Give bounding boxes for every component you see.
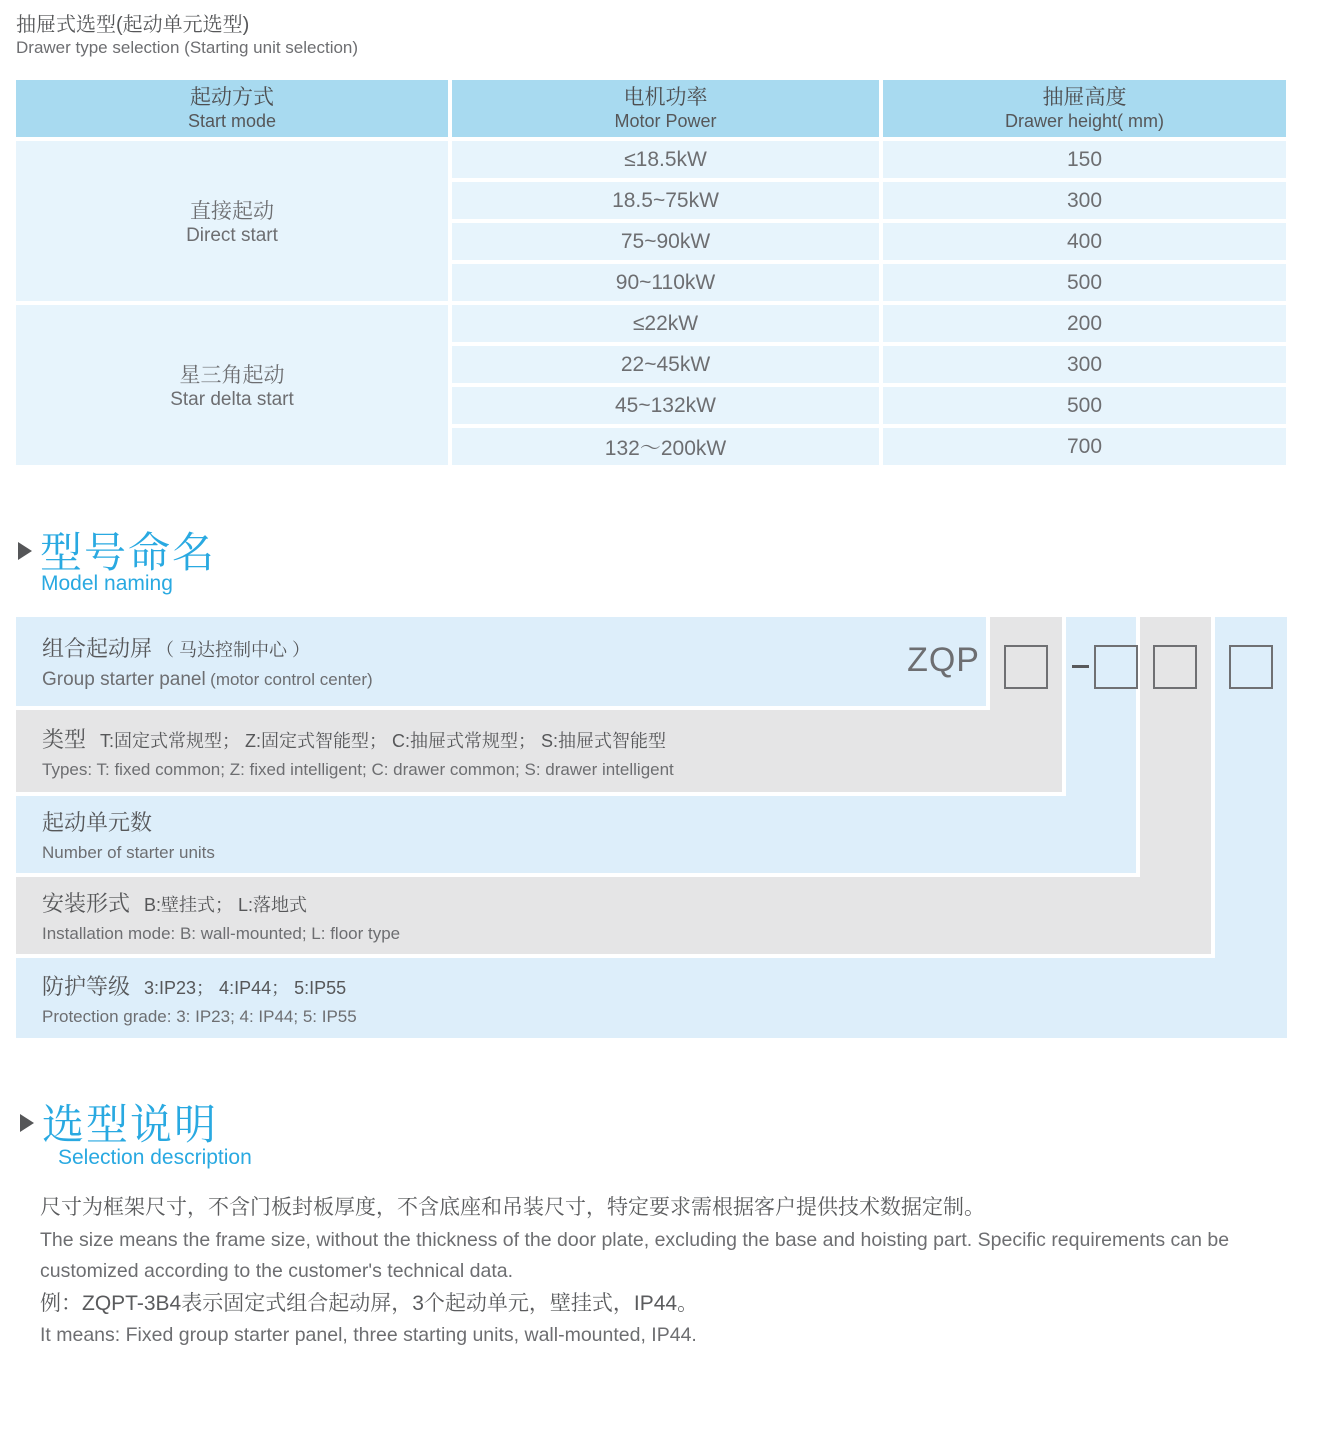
col-header-motor-power: [452, 80, 879, 137]
desc-line2-en: The size means the frame size, without the thickness of the door plate, excluding the base and hoisting part. Specific requirements can be customized according to the customer's technical data.: [40, 1228, 1230, 1283]
col-header-start-mode-en: Start mode: [187, 110, 277, 131]
col-header-drawer-height-zh: 抽屉高度: [1042, 85, 1127, 109]
naming-row4-zh-detail: B:壁挂式； L:落地式: [144, 895, 308, 915]
naming-row-group-starter-panel: [16, 617, 986, 706]
table-cell-height: 700: [883, 428, 1286, 465]
table-cell-height: 200: [883, 305, 1286, 342]
start-mode-direct-en: Direct start: [186, 225, 278, 246]
model-digit-box-units: [1094, 645, 1138, 689]
start-mode-star-delta-zh: 星三角起动: [179, 364, 285, 387]
model-code-dash: [1072, 665, 1089, 668]
model-digit-box-type: [1004, 645, 1048, 689]
col-header-motor-power-en: Motor Power: [614, 110, 717, 131]
model-naming-heading-en: Model naming: [41, 572, 173, 595]
naming-row3-en: Number of starter units: [42, 843, 215, 862]
naming-row1-zh-label: 组合起动屏: [42, 636, 153, 661]
naming-row2-zh-detail: T:固定式常规型； Z:固定式智能型； C:抽屉式常规型； S:抽屉式智能型: [100, 730, 667, 751]
page-title-zh: 抽屉式选型(起动单元选型): [16, 14, 250, 36]
drawer-selection-table: [16, 80, 1286, 465]
naming-row4-zh-label: 安装形式: [42, 891, 131, 916]
desc-line1-zh: 尺寸为框架尺寸，不含门板封板厚度，不含底座和吊装尺寸，特定要求需根据客户提供技术数据定制。: [40, 1196, 985, 1219]
start-mode-star-delta-en: Star delta start: [170, 389, 294, 410]
table-cell-height: 500: [883, 387, 1286, 424]
naming-row1-en-label: Group starter panel: [42, 669, 206, 690]
selection-description-heading-zh: 选型说明: [42, 1101, 219, 1148]
naming-row-protection-grade: [16, 958, 1287, 1038]
table-cell-power: 132～200kW: [452, 428, 879, 465]
start-mode-direct-zh: 直接起动: [190, 200, 274, 223]
naming-row-types: [16, 710, 1062, 792]
start-mode-group-direct: [16, 141, 448, 301]
table-cell-power: 90~110kW: [452, 264, 879, 301]
table-cell-power: 75~90kW: [452, 223, 879, 260]
table-cell-height: 300: [883, 346, 1286, 383]
naming-row-installation-mode: [16, 877, 1211, 954]
table-cell-power: ≤18.5kW: [452, 141, 879, 178]
table-cell-power: 22~45kW: [452, 346, 879, 383]
naming-row5-zh-label: 防护等级: [42, 973, 131, 999]
naming-row2-en: Types: T: fixed common; Z: fixed intelligent; C: drawer common; S: drawer intelligent: [42, 759, 674, 779]
naming-row5-en: Protection grade: 3: IP23; 4: IP44; 5: IP55: [42, 1006, 357, 1026]
col-header-start-mode-zh: 起动方式: [190, 85, 274, 109]
model-code-prefix: ZQP: [907, 641, 980, 679]
desc-line3-zh: 例：ZQPT-3B4表示固定式组合起动屏，3个起动单元，壁挂式，IP44。: [40, 1291, 699, 1315]
naming-row1-zh-detail: （ 马达控制中心 ）: [156, 640, 311, 660]
model-naming-diagram: [16, 617, 1287, 1038]
naming-row5-zh-detail: 3:IP23； 4:IP44； 5:IP55: [144, 977, 347, 998]
naming-row3-zh-label: 起动单元数: [42, 810, 153, 835]
table-cell-height: 500: [883, 264, 1286, 301]
selection-description-body: [40, 1192, 1290, 1352]
model-digit-box-installation: [1153, 645, 1197, 689]
table-cell-power: ≤22kW: [452, 305, 879, 342]
section-arrow-icon: [20, 1114, 34, 1132]
page-title-en: Drawer type selection (Starting unit selection): [16, 38, 359, 57]
naming-row-starter-units: [16, 796, 1136, 873]
naming-row1-en-detail: (motor control center): [210, 670, 373, 689]
col-header-drawer-height-en: Drawer height( mm): [1004, 110, 1165, 131]
model-naming-heading-zh: 型号命名: [40, 529, 217, 576]
section-arrow-icon: [18, 542, 32, 560]
desc-line4-en: It means: Fixed group starter panel, three starting units, wall-mounted, IP44.: [40, 1324, 697, 1347]
table-cell-height: 400: [883, 223, 1286, 260]
table-cell-height: 300: [883, 182, 1286, 219]
table-cell-power: 18.5~75kW: [452, 182, 879, 219]
selection-description-heading-en: Selection description: [58, 1146, 252, 1169]
col-header-motor-power-zh: 电机功率: [623, 85, 708, 109]
start-mode-group-star-delta: [16, 305, 448, 465]
table-cell-height: 150: [883, 141, 1286, 178]
table-cell-power: 45~132kW: [452, 387, 879, 424]
naming-row4-en: Installation mode: B: wall-mounted; L: floor type: [42, 924, 401, 943]
col-header-drawer-height: [883, 80, 1286, 137]
model-digit-box-protection: [1229, 645, 1273, 689]
naming-row2-zh-label: 类型: [42, 726, 87, 752]
col-header-start-mode: [16, 80, 448, 137]
